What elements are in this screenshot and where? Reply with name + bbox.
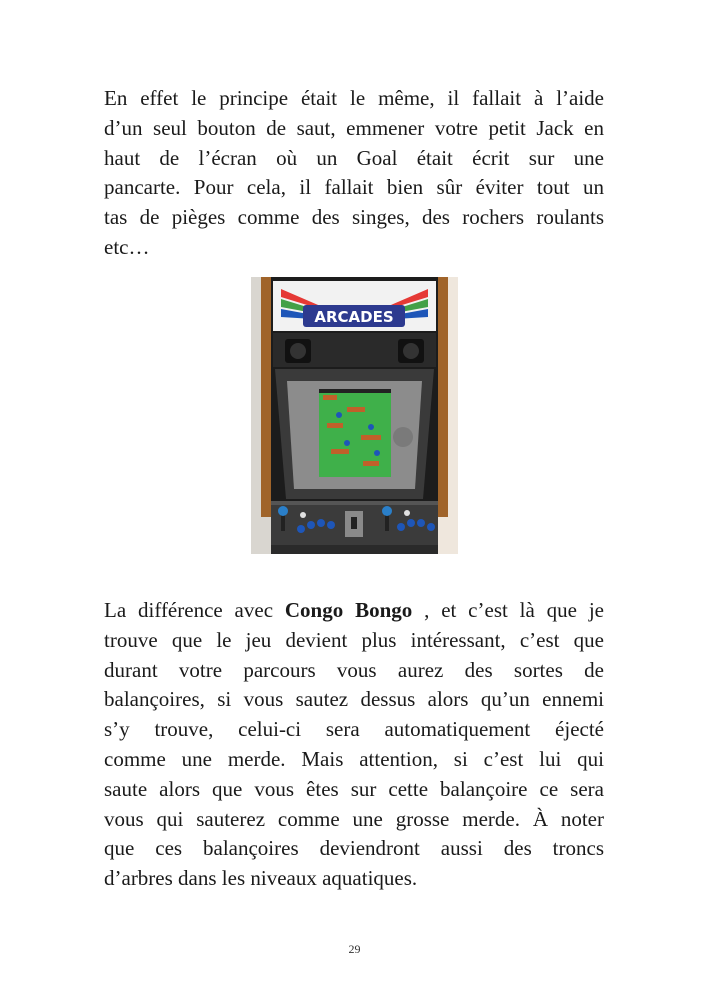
text-line: d’arbres dans les niveaux aquatiques. (104, 866, 418, 891)
text-line: s’y trouve, celui-ci sera automatiquement éjecté (104, 717, 604, 742)
text-line-with-bold (104, 596, 604, 626)
text-line: d’un seul bouton de saut, emmener votre petit Jack en (104, 115, 604, 140)
arcade-cabinet-photo (251, 277, 458, 554)
text-line: pancarte. Pour cela, il fallait bien sûr éviter tout un (104, 175, 604, 200)
text-line: trouve que le jeu devient plus intéressant, c’est que (104, 627, 604, 652)
text-line: tas de pièges comme des singes, des rochers roulants (104, 205, 604, 230)
text-line: haut de l’écran où un Goal était écrit sur une (104, 145, 604, 170)
game-title-bold: Congo Bongo (284, 598, 413, 622)
text-segment: La différence avec (104, 598, 285, 622)
text-line: que ces balançoires deviendront aussi des troncs (104, 836, 604, 861)
text-line: durant votre parcours vous aurez des sortes de (104, 657, 604, 682)
paragraph-2 (104, 596, 604, 894)
text-line: saute alors que vous êtes sur cette balançoire ce sera (104, 776, 604, 801)
text-line: En effet le principe était le même, il fallait à l’aide (104, 86, 604, 110)
text-line: comme une merde. Mais attention, si c’est lui qui (104, 746, 604, 771)
text-segment: , et c’est là que je (412, 598, 604, 622)
text-line: vous qui sauterez comme une grosse merde. À noter (104, 806, 604, 831)
marquee-text: ARCADES (314, 308, 394, 326)
text-line: etc… (104, 234, 150, 259)
page-number: 29 (348, 942, 361, 956)
paragraph-1 (104, 84, 604, 263)
text-line: balançoires, si vous sautez dessus alors qu’un ennemi (104, 687, 604, 712)
